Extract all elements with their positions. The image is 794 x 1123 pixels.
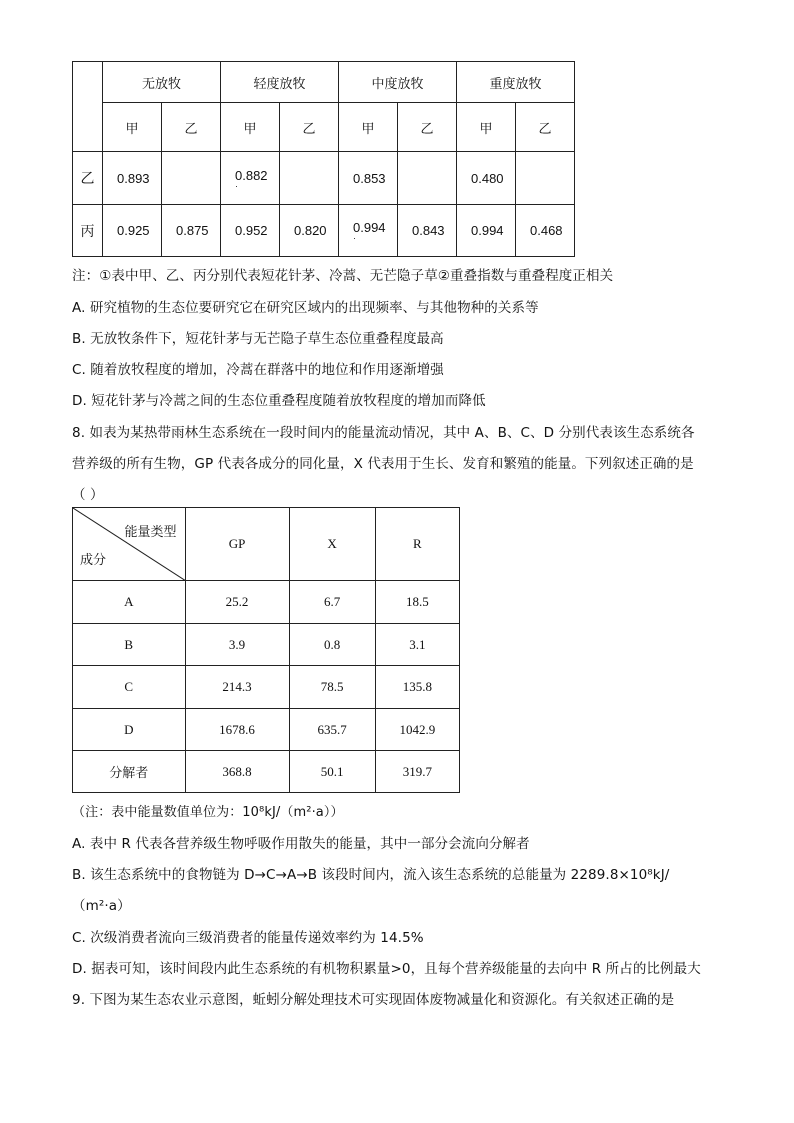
energy-flow-table: [72, 507, 460, 793]
table-cell: 0.820: [280, 205, 339, 257]
table-row: [73, 624, 460, 666]
row-label: 分解者: [73, 751, 186, 793]
sub-header: 乙: [162, 103, 221, 152]
q7-option-d: D. 短花针茅与冷蒿之间的生态位重叠程度随着放牧程度的增加而降低: [72, 393, 486, 409]
diagonal-header-cell: [73, 508, 186, 581]
sub-header: 甲: [339, 103, 398, 152]
table-row: [73, 666, 460, 709]
table-cell: 0.480: [457, 152, 516, 205]
q8-stem-line2: 营养级的所有生物，GP 代表各成分的同化量，X 代表用于生长、发育和繁殖的能量。下列叙述正确的是: [72, 456, 694, 472]
table-row: [73, 581, 460, 624]
table-row: [73, 709, 460, 751]
table-cell: 635.7: [289, 709, 375, 751]
niche-overlap-table: [72, 61, 575, 257]
table-cell: 1678.6: [185, 709, 289, 751]
sub-header: 乙: [398, 103, 457, 152]
q8-option-a: A. 表中 R 代表各营养级生物呼吸作用散失的能量，其中一部分会流向分解者: [72, 836, 530, 852]
corner-bottom-label: 成分: [80, 553, 107, 568]
table-row: [73, 205, 575, 257]
row-label: C: [73, 666, 186, 709]
q7-option-a: A. 研究植物的生态位要研究它在研究区域内的出现频率、与其他物种的关系等: [72, 300, 539, 316]
corner-top-label: 能量类型: [124, 525, 177, 540]
sub-header: 甲: [221, 103, 280, 152]
row-label: D: [73, 709, 186, 751]
table-cell: 0.468: [516, 205, 575, 257]
table-cell: 25.2: [185, 581, 289, 624]
q7-option-b: B. 无放牧条件下，短花针茅与无芒隐子草生态位重叠程度最高: [72, 331, 444, 347]
table-cell: 319.7: [375, 751, 459, 793]
sub-header: 乙: [280, 103, 339, 152]
table-corner: [73, 62, 103, 152]
column-header: R: [375, 508, 459, 581]
group-header: 重度放牧: [457, 62, 575, 103]
table-cell: 3.1: [375, 624, 459, 666]
sub-header: 甲: [457, 103, 516, 152]
table2-unit-note: （注：表中能量数值单位为：10⁸kJ/（m²·a））: [72, 805, 344, 820]
table-cell: 0.893: [103, 152, 162, 205]
group-header: 轻度放牧: [221, 62, 339, 103]
table-cell: 135.8: [375, 666, 459, 709]
table-cell: 214.3: [185, 666, 289, 709]
table-cell: 0.875: [162, 205, 221, 257]
table-cell: 18.5: [375, 581, 459, 624]
sub-header: 甲: [103, 103, 162, 152]
q7-option-c: C. 随着放牧程度的增加，冷蒿在群落中的地位和作用逐渐增强: [72, 362, 444, 378]
q8-answer-blank: （ ）: [72, 487, 104, 503]
table-cell: 50.1: [289, 751, 375, 793]
table-cell: 0.8: [289, 624, 375, 666]
q8-option-b-cont: （m²·a）: [72, 898, 131, 914]
group-header: 无放牧: [103, 62, 221, 103]
table-cell: 0.925: [103, 205, 162, 257]
table-cell: 6.7: [289, 581, 375, 624]
q8-stem-line1: 8. 如表为某热带雨林生态系统在一段时间内的能量流动情况，其中 A、B、C、D 分别代表该生态系统各: [72, 425, 695, 441]
table-cell: 0.994: [457, 205, 516, 257]
table-cell: 0.882 ·: [221, 152, 280, 205]
q8-option-c: C. 次级消费者流向三级消费者的能量传递效率约为 14.5%: [72, 930, 424, 946]
table-row: [73, 152, 575, 205]
table-cell: 78.5: [289, 666, 375, 709]
q8-option-b: B. 该生态系统中的食物链为 D→C→A→B 该段时间内，流入该生态系统的总能量为 2289.8×10⁸kJ/: [72, 867, 670, 883]
row-label: 乙: [73, 152, 103, 205]
table-cell: 0.853: [339, 152, 398, 205]
column-header: GP: [185, 508, 289, 581]
table-cell: 0.952: [221, 205, 280, 257]
table-cell: 3.9: [185, 624, 289, 666]
q9-stem: 9. 下图为某生态农业示意图，蚯蚓分解处理技术可实现固体废物减量化和资源化。有关叙述正确的是: [72, 992, 675, 1008]
table-row: [73, 751, 460, 793]
table-cell: [162, 152, 221, 205]
table-cell: 1042.9: [375, 709, 459, 751]
row-label: B: [73, 624, 186, 666]
group-header: 中度放牧: [339, 62, 457, 103]
column-header: X: [289, 508, 375, 581]
table-cell: [516, 152, 575, 205]
table-cell: [398, 152, 457, 205]
sub-header: 乙: [516, 103, 575, 152]
q8-option-d: D. 据表可知，该时间段内此生态系统的有机物积累量>0，且每个营养级能量的去向中 R 所占的比例最大: [72, 961, 701, 977]
row-label: A: [73, 581, 186, 624]
table-cell: 368.8: [185, 751, 289, 793]
row-label: 丙: [73, 205, 103, 257]
table-cell: 0.843: [398, 205, 457, 257]
table-cell: [280, 152, 339, 205]
table1-note: 注：①表中甲、乙、丙分别代表短花针茅、冷蒿、无芒隐子草②重叠指数与重叠程度正相关: [72, 268, 614, 284]
diagonal-line: [73, 508, 186, 581]
table-cell: 0.994 ·: [339, 205, 398, 257]
